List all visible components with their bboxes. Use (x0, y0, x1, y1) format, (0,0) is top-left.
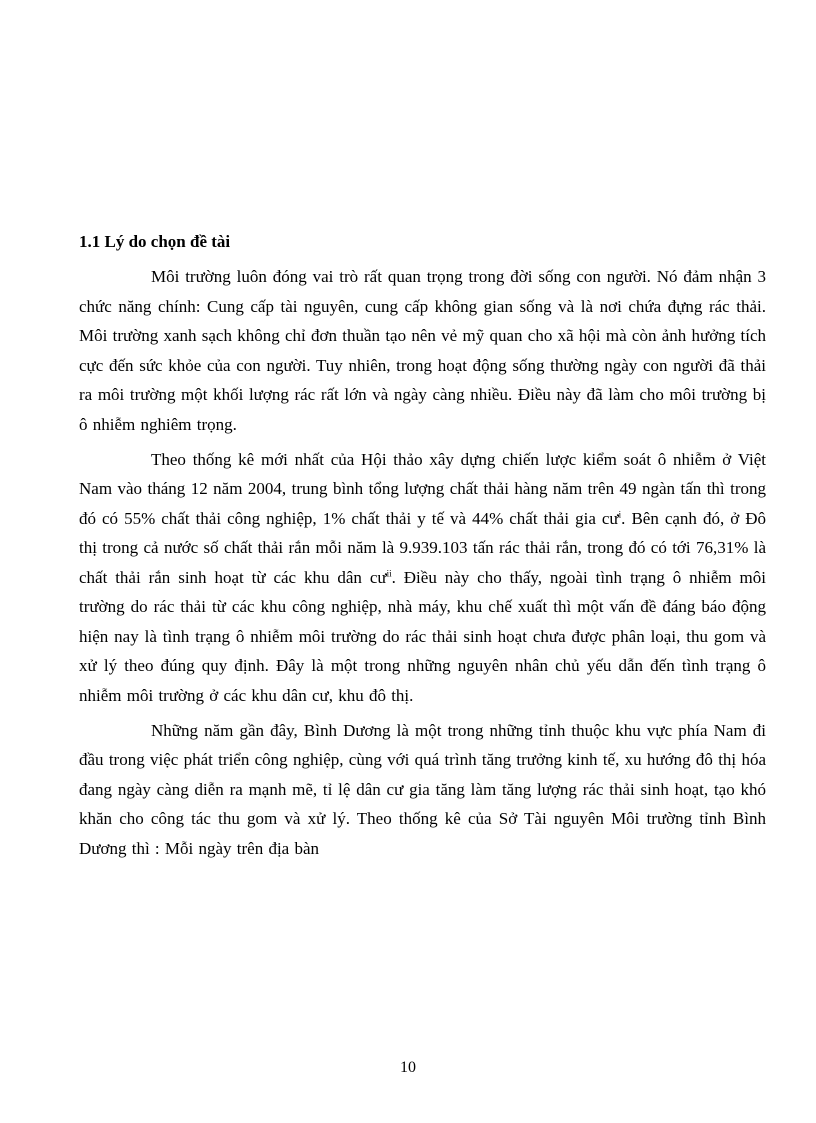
paragraph-1: Môi trường luôn đóng vai trò rất quan trọng trong đời sống con người. Nó đảm nhận 3 chức năng chính: Cung cấp tài nguyên, cung cấp không gian sống và là nơi chứa đựng rác thải. Môi trường xanh sạch không chỉ đơn thuần tạo nên vẻ mỹ quan cho xã hội mà còn ảnh hưởng tích cực đến sức khỏe của con người. Tuy nhiên, trong hoạt động sống thường ngày con người đã thải ra môi trường một khối lượng rác rất lớn và ngày càng nhiều. Điều này đã làm cho môi trường bị ô nhiễm nghiêm trọng. (79, 267, 766, 434)
footnote-ref-1: i (618, 508, 622, 519)
footnote-ref-2: ii (386, 567, 392, 578)
paragraph-2 (79, 445, 766, 711)
paragraph-3: Những năm gần đây, Bình Dương là một trong những tỉnh thuộc khu vực phía Nam đi đầu trong việc phát triển công nghiệp, cùng với quá trình tăng trưởng kinh tế, xu hướng đô thị hóa đang ngày càng diễn ra mạnh mẽ, tỉ lệ dân cư gia tăng làm tăng lượng rác thải sinh hoạt, tạo khó khăn cho công tác thu gom và xử lý. Theo thống kê của Sở Tài nguyên Môi trường tỉnh Bình Dương thì : Mỗi ngày trên địa bàn (79, 720, 766, 858)
body-text (79, 262, 766, 869)
paragraph-2-part-2: . Bên cạnh đó, ở Đô thị trong cả nước số chất thải rắn mỗi năm là 9.939.103 tấn rác thải rắn, trong đó có tới 76,31% là chất thải rắn sinh hoạt từ các khu dân cư (79, 508, 766, 587)
paragraph-2-part-1: Theo thống kê mới nhất của Hội thảo xây dựng chiến lược kiểm soát ô nhiễm ở Việt Nam vào tháng 12 năm 2004, trung bình tổng lượng chất thải hàng năm trên 49 ngàn tấn thì trong đó có 55% chất thải công nghiệp, 1% chất thải y tế và 44% chất thải gia cư (79, 449, 766, 528)
page-number: 10 (400, 1059, 416, 1076)
section-heading: 1.1 Lý do chọn đề tài (79, 232, 231, 251)
paragraph-2-part-3: . Điều này cho thấy, ngoài tình trạng ô nhiễm môi trường do rác thải từ các khu công nghiệp, nhà máy, khu chế xuất thì một vấn đề đáng báo động hiện nay là tình trạng ô nhiễm môi trường do rác thải sinh hoạt chưa được phân loại, thu gom và xử lý theo đúng quy định. Đây là một trong những nguyên nhân chủ yếu dẫn đến tình trạng ô nhiễm môi trường ở các khu dân cư, khu đô thị. (79, 567, 767, 705)
